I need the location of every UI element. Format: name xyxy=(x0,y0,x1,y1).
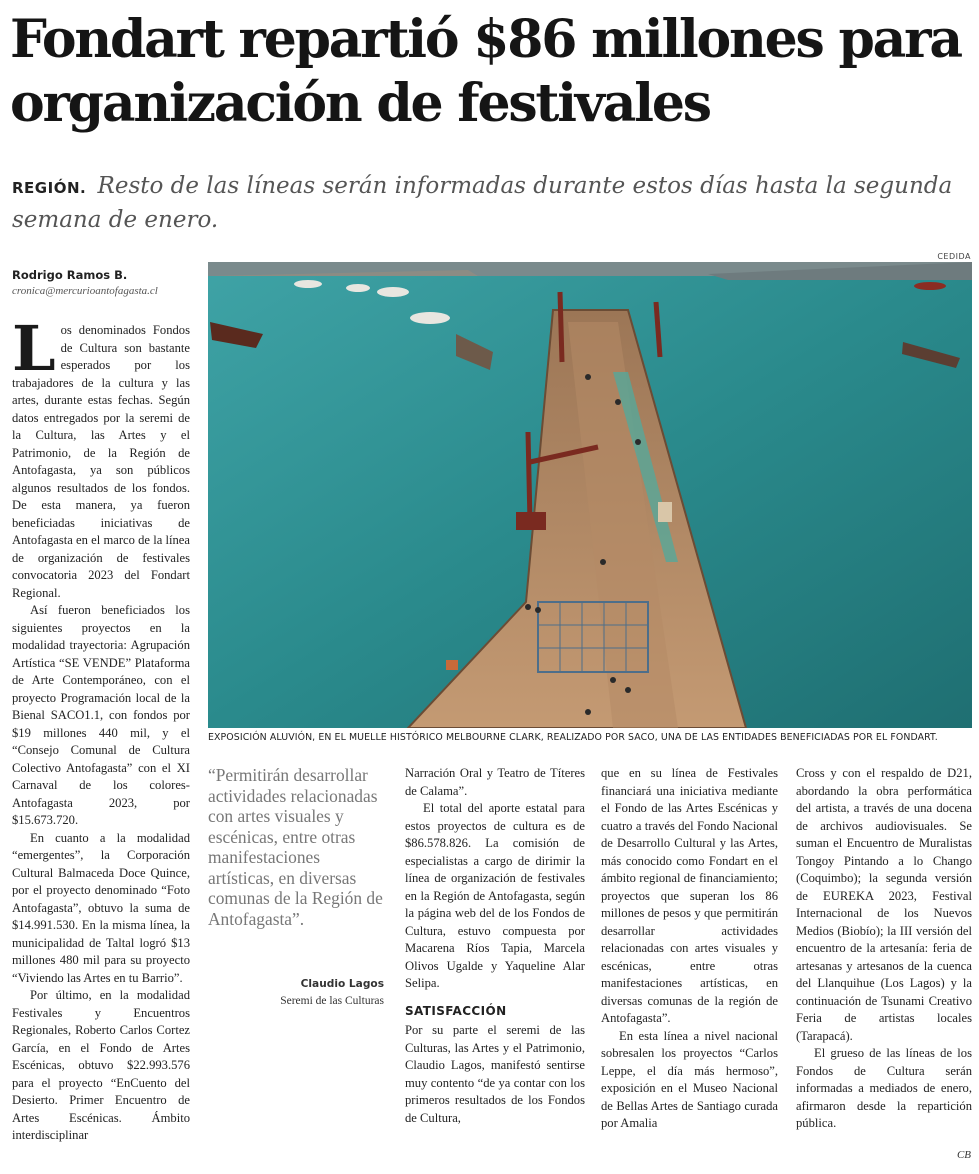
article-column-4 xyxy=(601,765,778,1167)
paragraph: Así fueron beneficiados los siguientes proyectos en la modalidad trayectoria: Agrupación Artística “SE VENDE” Plataforma de Arte Contemporáneo, con el proyecto Programación local de la Bienal SACO1.1, con fondos por $19 millones 440 mil, y el “Consejo Comunal de Cultura Colectivo Antofagasta” con el XI Carnaval de los colores-Antofagasta 2023, por $15.673.720. xyxy=(12,603,190,827)
photo-caption: EXPOSICIÓN ALUVIÓN, EN EL MUELLE HISTÓRICO MELBOURNE CLARK, REALIZADO POR SACO, UNA DE LAS ENTIDADES BENEFICIADAS POR EL FONDART. xyxy=(208,732,938,743)
paragraph: El grueso de las líneas de los Fondos de Cultura serán informadas a mediados de enero, afirmaron desde la repartición pública. xyxy=(796,1046,972,1130)
paragraph: El total del aporte estatal para estos proyectos de cultura es de $86.578.826. La comisión de especialistas a cargo de dirimir la línea de organización de festivales en la Región de Antofagasta, según la página web del de los Fondos de Cultura, estuvo compuesta por Macarena Ríos Tapia, Marcela Olivos Ugalde y Yaqueline Alar Selipa. xyxy=(405,801,585,990)
paragraph: Narración Oral y Teatro de Títeres de Calama”. xyxy=(405,766,585,798)
photo-credit: CEDIDA xyxy=(937,252,971,261)
paragraph: que en su línea de Festivales financiará una iniciativa mediante el Fondo de las Artes Escénicas y cuatro a través del Fondo Nacional de Desarrollo Cultural y las Artes, más conocido como Fondart en el ámbito regional de financiamiento; proyectos que superan los 86 millones de pesos y que permitirán desarrollar actividades relacionadas con artes visuales y escénicas, entre otras manifestaciones artísticas, en diversas comunas de la región de Antofagasta”. xyxy=(601,766,778,1025)
author-name: Rodrigo Ramos B. xyxy=(12,268,128,282)
quote-author-role: Seremi de las Culturas xyxy=(280,995,384,1007)
deck-text: Resto de las líneas serán informadas durante estos días hasta la segunda semana de enero. xyxy=(12,173,953,233)
deck xyxy=(12,170,962,236)
paragraph: Por último, en la modalidad Festivales y Encuentros Regionales, Roberto Carlos Cortez García, en el Fondo de Artes Escénicas, obtuvo $22.993.576 para el proyecto “EnCuento del Desierto. Primer Encuentro de Artes Escénicas. Ámbito interdisciplinar xyxy=(12,988,190,1142)
section-tag: REGIÓN. xyxy=(12,179,87,197)
paragraph: En cuanto a la modalidad “emergentes”, la Corporación Cultural Balmaceda Doce Quince, por el proyecto denominado “Foto Antofagasta”, obtuvo la suma de $14.991.530. En la misma línea, la municipalidad de Taltal logró $13 millones 480 mil para su proyecto “Viviendo las Artes en tu Barrio”. xyxy=(12,830,190,985)
byline xyxy=(12,268,197,297)
article-column-3 xyxy=(405,765,585,1167)
paragraph: En esta línea a nivel nacional sobresalen los proyectos “Carlos Leppe, el día más hermoso”, exposición en el Museo Nacional de Bellas Artes de Santiago curada por Amalia xyxy=(601,1028,778,1130)
pier-photo xyxy=(208,262,972,728)
quote-author: Claudio Lagos xyxy=(300,978,384,990)
paragraph: Por su parte el seremi de las Culturas, las Artes y el Patrimonio, Claudio Lagos, manifestó sentirse muy contento “de ya contar con los primeros resultados de los Fondos de Cultura, xyxy=(405,1023,585,1125)
author-email[interactable]: cronica@mercurioantofagasta.cl xyxy=(12,285,158,297)
drop-cap: L xyxy=(12,322,56,385)
article-column-1 xyxy=(12,322,190,1167)
editor-signature: CB xyxy=(956,1149,971,1161)
paragraph: Cross y con el respaldo de D21, abordando la obra performática del artista, a través de una docena de archivos audiovisuales. Se suman el Encuentro de Muralistas Tongoy Pintando a lo Chango (Coquimbo); la segunda versión de EUREKA 2023, Festival Internacional de los Nuevos Medios (Biobío); la III versión del encuentro de la artesanía: feria de artesanas y artesanos de la cuenca del Llanquihue (Los Lagos) y la continuación de Tsunami Creativo Feria de artistas locales (Tarapacá). xyxy=(796,766,972,1043)
pier-aerial-illustration xyxy=(208,262,972,728)
article-column-5 xyxy=(796,765,972,1150)
subhead-satisfaccion: SATISFACCIÓN xyxy=(405,1003,507,1018)
pull-quote: “Permitirán desarrollar actividades relacionadas con artes visuales y escénicas, entre otras manifestaciones artísticas, en diversas comunas de la Región de Antofagasta”. xyxy=(208,765,383,929)
headline: Fondart repartió $86 millones para organización de festivales xyxy=(10,9,961,134)
paragraph: os denominados Fondos de Cultura son bastante esperados por los trabajadores de la cultura y las artes, durante estas fechas. Según datos entregados por la seremi de la Cultura, las Artes y el Patrimonio, de la Región de Antofagasta, ya son públicos algunos resultados de los fondos. De esta manera, ya fueron beneficiadas iniciativas de Antofagasta en el marco de la línea de organización de festivales convocatoria 2023 del Fondart Regional. xyxy=(12,323,190,600)
